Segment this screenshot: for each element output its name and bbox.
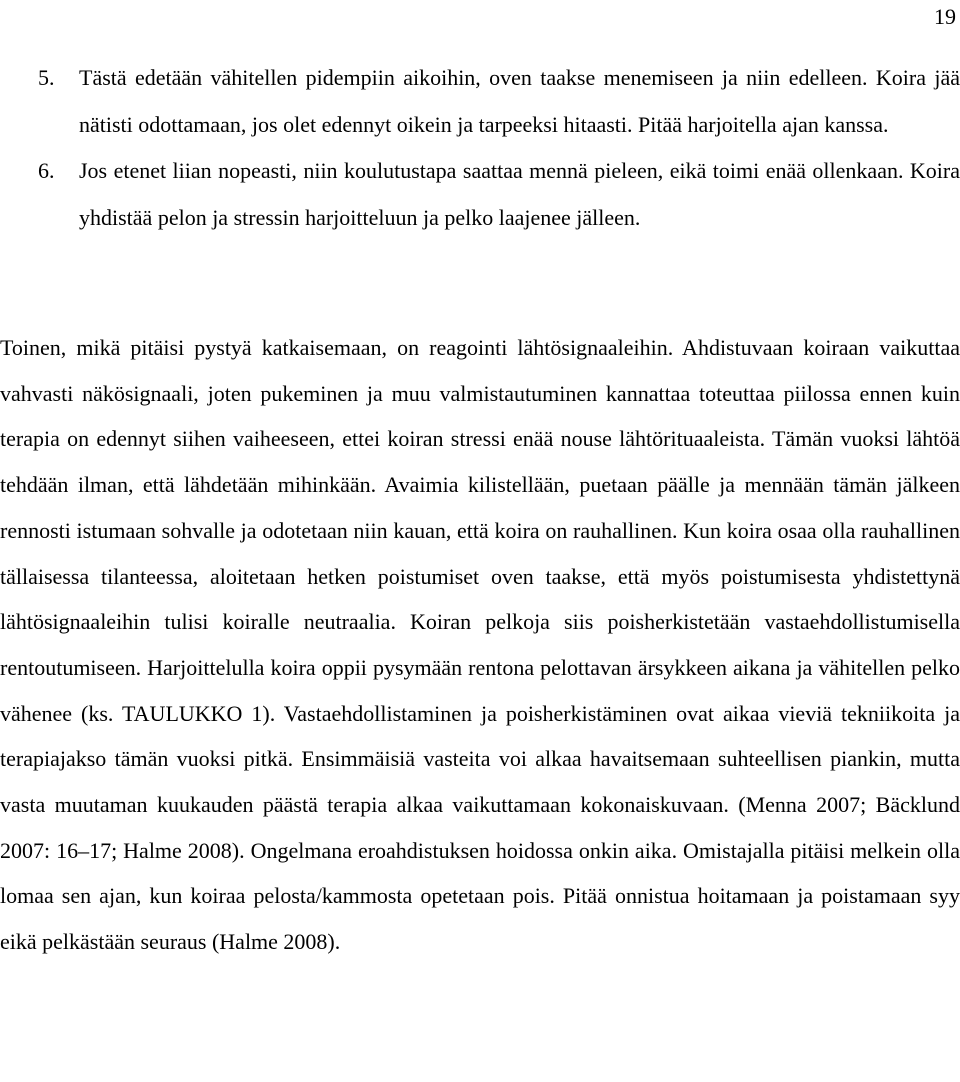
body-paragraph: Toinen, mikä pitäisi pystyä katkaisemaan, on reagointi lähtösignaaleihin. Ahdistuvaan koiraan vaikuttaa vahvasti näkösignaali, joten pukeminen ja muu valmistautuminen kannattaa toteuttaa piilossa ennen kuin terapia on edennyt siihen vaiheeseen, ettei koiran stressi enää nouse lähtörituaaleista. Tämän vuoksi lähtöä tehdään ilman, että lähdetään mihinkään. Avaimia kilistellään, puetaan päälle ja mennään tämän jälkeen rennosti istumaan sohvalle ja odotetaan niin kauan, että koira on rauhallinen. Kun koira osaa olla rauhallinen tällaisessa tilanteessa, aloitetaan hetken poistumiset oven taakse, että myös poistumisesta yhdistettynä lähtösignaaleihin tulisi koiralle neutraalia. Koiran pelkoja siis poisherkistetään vastaehdollistumisella rentoutumiseen. Harjoittelulla koira oppii pysymään rentona pelottavan ärsykkeen aikana ja vähitellen pelko vähenee (ks. TAULUKKO 1). Vastaehdollistaminen ja poisherkistäminen ovat aikaa vieviä tekniikoita ja terapiajakso tämän vuoksi pitkä. Ensimmäisiä vasteita voi alkaa havaitsemaan suhteellisen piankin, mutta vasta muutaman kuukauden päästä terapia alkaa vaikuttamaan kokonaiskuvaan. (Menna 2007; Bäcklund 2007: 16–17; Halme 2008). Ongelmana eroahdistuksen hoidossa onkin aika. Omistajalla pitäisi melkein olla lomaa sen ajan, kun koiraa pelosta/kammosta opetetaan pois. Pitää onnistua hoitamaan ja poistamaan syy eikä pelkästään seuraus (Halme 2008). (0, 335, 960, 955)
list-item-text: Tästä edetään vähitellen pidempiin aikoihin, oven taakse menemiseen ja niin edelleen. Koira jää nätisti odottamaan, jos olet edennyt oikein ja tarpeeksi hitaasti. Pitää harjoitella ajan kanssa. (79, 65, 960, 137)
list-item (0, 148, 960, 241)
numbered-list (0, 55, 960, 241)
list-item-number: 6. (38, 158, 55, 183)
list-item (0, 55, 960, 148)
page-number: 19 (934, 4, 956, 29)
list-item-text: Jos etenet liian nopeasti, niin koulutustapa saattaa mennä pieleen, eikä toimi enää ollenkaan. Koira yhdistää pelon ja stressin harjoitteluun ja pelko laajenee jälleen. (79, 158, 960, 230)
list-item-number: 5. (38, 65, 55, 90)
